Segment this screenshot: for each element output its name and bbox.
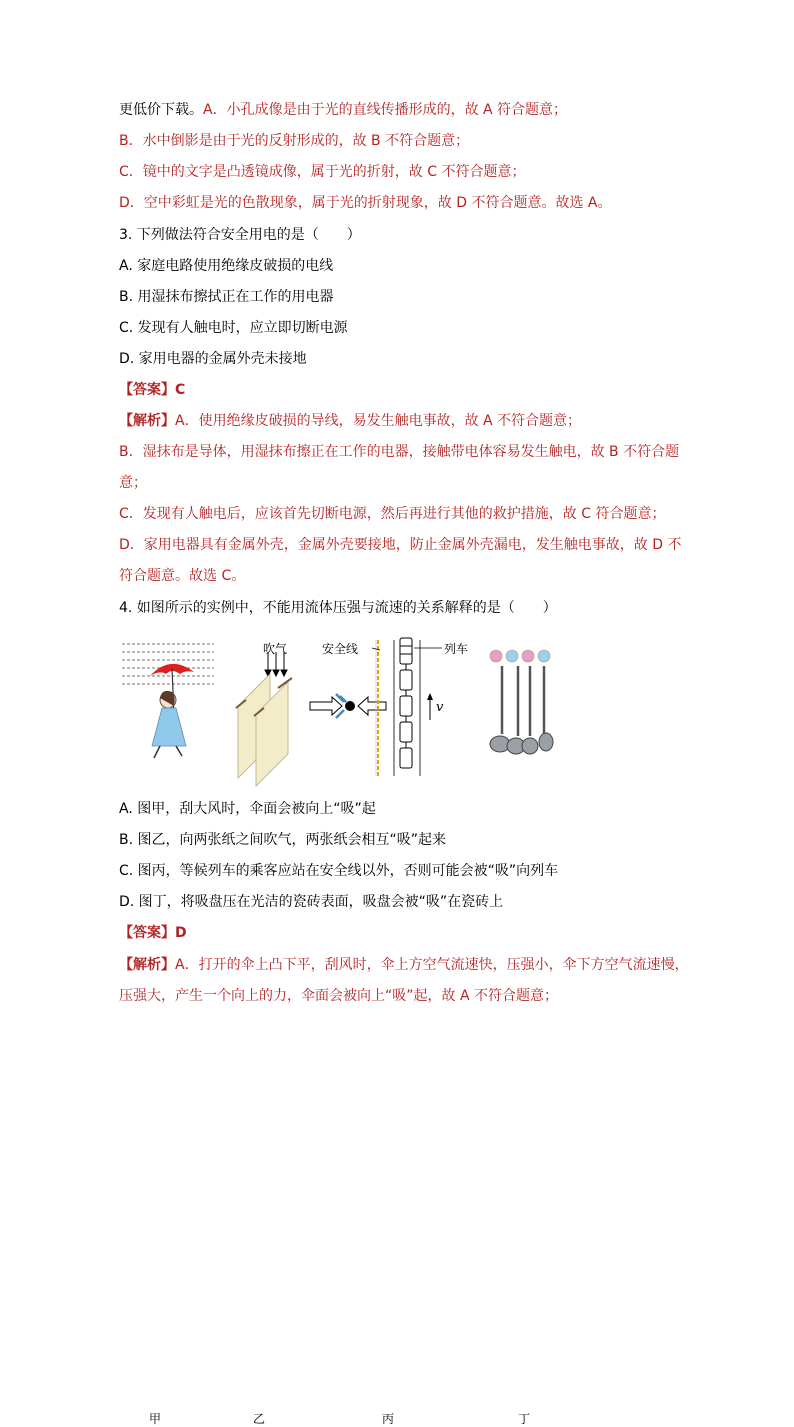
caption-yi: 乙 [253,1412,266,1426]
answer-label: 【答案】D [119,925,187,941]
label-train: 列车 [444,642,469,656]
explanation-line [119,955,689,975]
text-segment: A．使用绝缘皮破损的导线，易发生触电事故，故 A 不符合题意； [175,413,582,429]
explanation-line: 压强大，产生一个向上的力，伞面会被向上“吸”起，故 A 不符合题意； [119,988,558,1004]
label-safety-line: 安全线 [322,642,359,656]
caption-ding: 丁 [518,1412,531,1426]
text-line [119,100,567,120]
question-3: 3. 下列做法符合安全用电的是（ ） [119,227,361,243]
explanation-line: C．发现有人触电后，应该首先切断电源，然后再进行其他的救护措施，故 C 符合题意； [119,506,666,522]
label-velocity: v [436,700,444,715]
explanation-line: 意； [119,475,147,491]
explanation-line: 符合题意。故选 C。 [119,568,246,584]
person-head [345,701,355,711]
text-line: D．空中彩虹是光的色散现象，属于光的折射现象，故 D 不符合题意。故选 A。 [119,195,612,211]
label-blow: 吹气 [263,642,288,656]
outline-arrow-right [310,697,342,715]
caption-jia: 甲 [149,1412,162,1426]
explanation-tag: 【解析】 [119,957,175,973]
explanation-line [119,411,581,431]
text-segment: A．小孔成像是由于光的直线传播形成的，故 A 符合题意； [203,102,568,118]
figure-drawing [110,636,570,794]
option-a: A. 图甲，刮大风时，伞面会被向上“吸”起 [119,801,376,817]
train [400,638,412,768]
explanation-tag: 【解析】 [119,413,175,429]
text-segment: 更低价下载。 [119,102,203,118]
explanation-line: D．家用电器具有金属外壳，金属外壳要接地，防止金属外壳漏电，发生触电事故，故 D 不 [119,537,682,553]
option-a: A. 家庭电路使用绝缘皮破损的电线 [119,258,334,274]
text-segment: A．打开的伞上凸下平，刮风时，伞上方空气流速快，压强小，伞下方空气流速慢， [175,957,689,973]
kitchen-utensils [490,666,553,754]
explanation-line: B．湿抹布是导体，用湿抹布擦正在工作的电器，接触带电体容易发生触电，故 B 不符合题 [119,444,680,460]
option-c: C. 发现有人触电时，应立即切断电源 [119,320,348,336]
option-d: D. 图丁，将吸盘压在光洁的瓷砖表面，吸盘会被“吸”在瓷砖上 [119,894,504,910]
text-line: B．水中倒影是由于光的反射形成的，故 B 不符合题意； [119,133,470,149]
caption-bing: 丙 [382,1412,395,1426]
text-line: C．镜中的文字是凸透镜成像，属于光的折射，故 C 不符合题意； [119,164,526,180]
girl-dress [152,708,186,746]
option-b: B. 用湿抹布擦拭正在工作的用电器 [119,289,334,305]
question-4: 4. 如图所示的实例中，不能用流体压强与流速的关系解释的是（ ） [119,600,557,616]
suction-hooks [490,650,550,662]
wind-lines [122,644,214,684]
option-d: D. 家用电器的金属外壳未接地 [119,351,307,367]
option-b: B. 图乙，向两张纸之间吹气，两张纸会相互“吸”起来 [119,832,447,848]
outline-arrow-left [358,697,386,715]
option-c: C. 图丙，等候列车的乘客应站在安全线以外，否则可能会被“吸”向列车 [119,863,559,879]
answer-label: 【答案】C [119,382,186,398]
